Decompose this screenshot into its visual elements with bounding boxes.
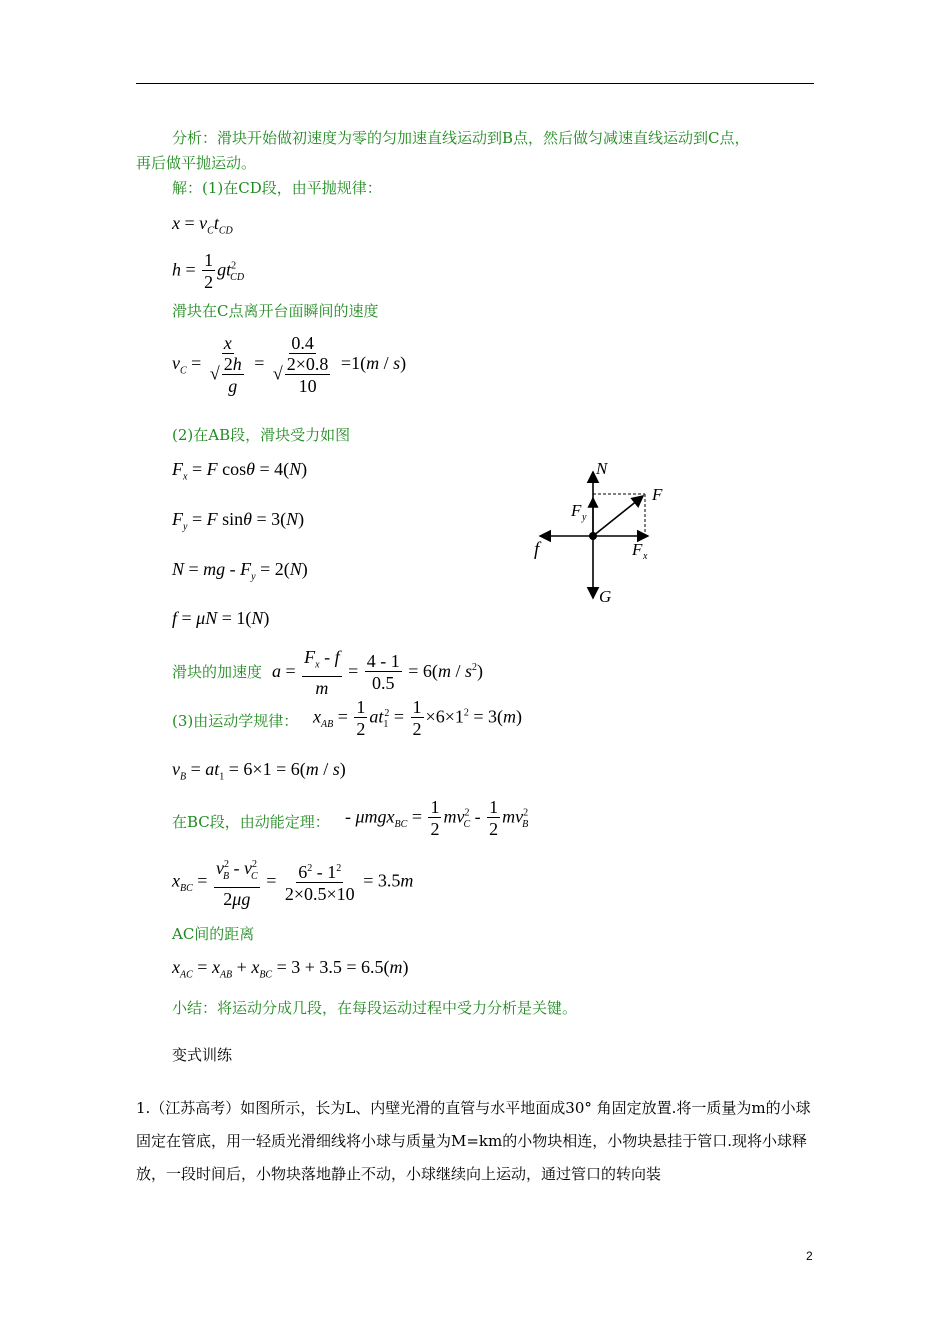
label-Fx: F bbox=[632, 540, 643, 559]
label-Fx-sub: x bbox=[643, 551, 648, 562]
label-F: F bbox=[652, 485, 663, 504]
analysis-line-2: 再后做平抛运动。 bbox=[136, 154, 257, 172]
equation-n: N = mg - $F_y = 2(N)$ bbox=[172, 559, 308, 583]
equation-x: $x = v_Ct_{CD}$ bbox=[172, 213, 233, 237]
label-Fy: F bbox=[571, 501, 582, 520]
solution-step-3: (3)由运动学规律： bbox=[172, 712, 299, 730]
equation-fy: $F_y = F$ sinθ = 3(N) bbox=[172, 509, 305, 533]
analysis-line-1: 分析：滑块开始做初速度为零的匀加速直线运动到B点，然后做匀减速直线运动到C点， bbox=[172, 129, 750, 147]
ac-label: AC间的距离 bbox=[172, 925, 255, 943]
label-f: f bbox=[534, 539, 540, 560]
equation-energy: - μmgx$_{BC}$ = $\frac{1}{2}$ $mv^2_C$ - $\frac{1}{2}$ $mv^2_B$ bbox=[345, 797, 529, 839]
solution-step-1: 解：(1)在CD段，由平抛规律： bbox=[172, 179, 382, 197]
page-number: 2 bbox=[806, 1249, 813, 1263]
equation-fx: $F_x = F$ cosθ = 4(N) bbox=[172, 459, 308, 483]
bc-label: 在BC段，由动能定理： bbox=[172, 813, 330, 831]
vc-label: 滑块在C点离开台面瞬间的速度 bbox=[172, 302, 379, 320]
equation-f: f = μN = 1(N) bbox=[172, 608, 270, 628]
label-G: G bbox=[599, 587, 612, 606]
force-diagram bbox=[528, 458, 678, 608]
equation-xac: $x_{AC} = x_{AB} + x_{BC} = 3 + 3.5 = 6.5(m)$ bbox=[172, 957, 409, 981]
label-N: N bbox=[596, 459, 608, 478]
exercise-paragraph: 1.（江苏高考）如图所示，长为L、内壁光滑的直管与水平地面成30° 角固定放置.将一质量为m的小球固定在管底，用一轻质光滑细线将小球与质量为M=km的小物块相连，小物块悬挂于管口.现将小球释放，一段时间后，小物块落地静止不动，小球继续向上运动，通过管口的转向装 bbox=[136, 1099, 811, 1183]
equation-accel: a = $\frac{F_x - f}{m}$ = $\frac{4 - 1}{0.5}$ = $6(m / s^2)$ bbox=[272, 647, 483, 698]
summary: 小结：将运动分成几段，在每段运动过程中受力分析是关键。 bbox=[172, 999, 578, 1017]
equation-vc: $v_C$ = x √ $\frac{2h}{g}$ = 0.4 √ $\frac{2\times 0.8}{10}$ =1(m / s) bbox=[172, 333, 407, 396]
equation-xbc: $x_{BC}$ = $\frac{v^2_B - v^2_C}{2\mu g}$ = $\frac{6^2 - 1^2}{2\times 0.5\times 10}$ = 3.5m bbox=[172, 855, 413, 910]
accel-label: 滑块的加速度 bbox=[172, 663, 263, 681]
equation-h: h = $\frac{1}{2}$ $gt^2_{CD}$ bbox=[172, 250, 245, 292]
solution-step-2: (2)在AB段，滑块受力如图 bbox=[172, 426, 351, 444]
label-Fy-sub: y bbox=[582, 512, 587, 523]
applied-force-arrow bbox=[593, 496, 643, 536]
equation-xab: $x_{AB}$ = $\frac{1}{2}$ $at_1^2$ = $\frac{1}{2}$ $\times 6\times 1^2 = 3(m)$ bbox=[313, 697, 523, 739]
block-point bbox=[589, 532, 597, 540]
header-rule bbox=[136, 83, 814, 84]
exercise-heading: 变式训练 bbox=[172, 1046, 233, 1064]
equation-vb: $v_B = at_1 = 6\times 1 = 6(m / s)$ bbox=[172, 759, 346, 783]
